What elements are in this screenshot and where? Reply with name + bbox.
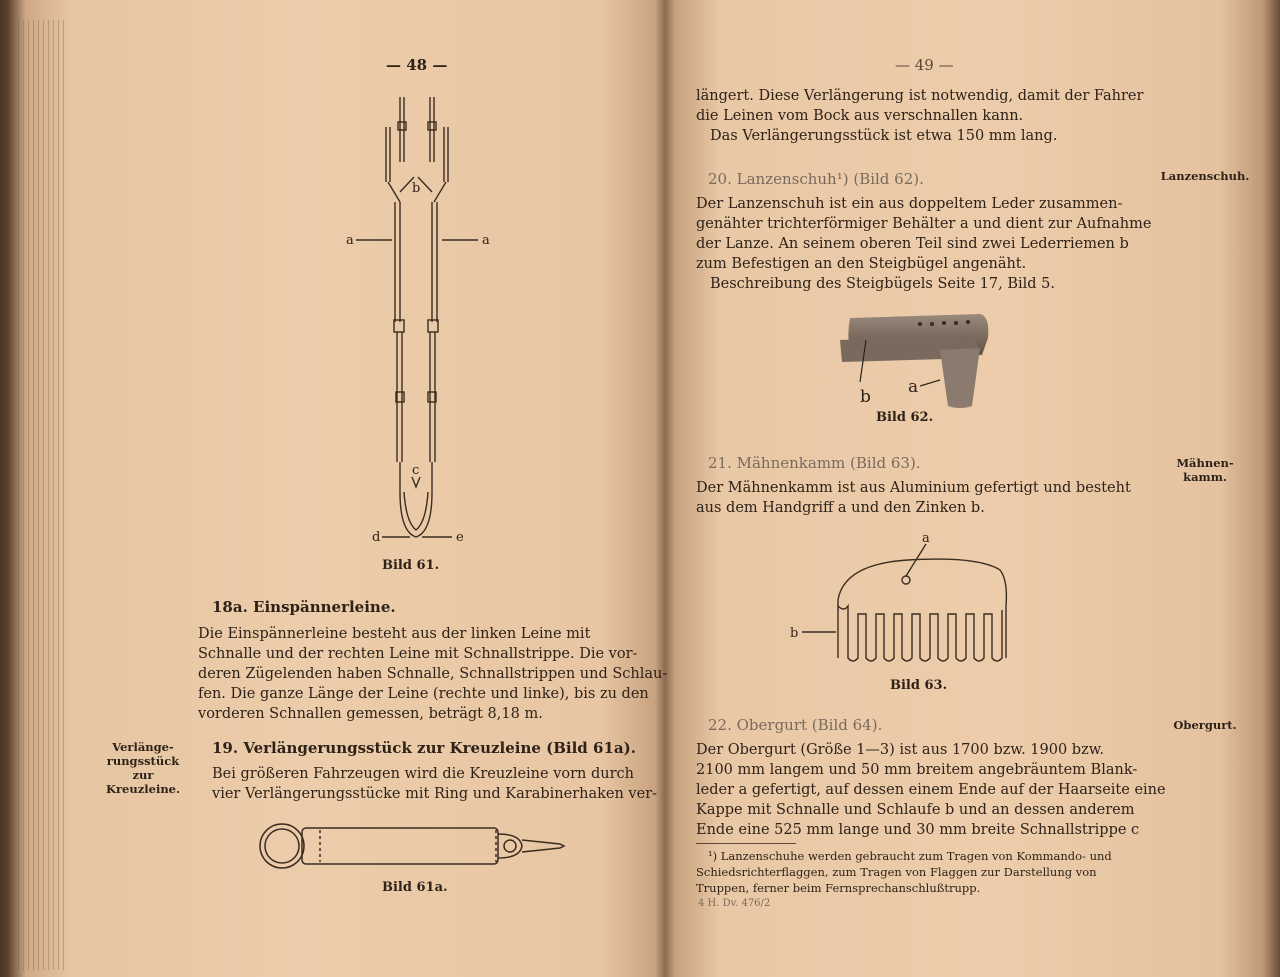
text-line: genähter trichterförmiger Behälter a und dient zur Aufnahme: [696, 216, 1152, 232]
text-line: Der Obergurt (Größe 1—3) ist aus 1700 bzw. 1900 bzw.: [696, 742, 1105, 758]
section-22-heading: 22. Obergurt (Bild 64).: [708, 716, 883, 734]
figure-61a-extension: [260, 816, 580, 876]
intro-text: [696, 86, 1144, 146]
text-line: Schnalle und der rechten Leine mit Schnallstrippe. Die vor-: [198, 646, 638, 662]
section-21-text: [696, 478, 1138, 518]
footnote-line: Truppen, ferner beim Fernsprechanschlußtrupp.: [696, 881, 981, 895]
margin-note-maehnenkamm: Mähnen- kamm.: [1176, 456, 1234, 484]
figure-61-caption: Bild 61.: [382, 558, 440, 573]
fig61-label-a-left: a: [346, 233, 354, 248]
text-line: deren Zügelenden haben Schnalle, Schnallstrippen und Schlau-: [198, 666, 668, 682]
page-number-48: — 48 —: [386, 56, 448, 74]
fig63-label-b: b: [790, 626, 799, 641]
section-20-text: [696, 194, 1152, 294]
text-line: fen. Die ganze Länge der Leine (rechte und linke), bis zu den: [198, 686, 649, 702]
page-number-49: — 49 —: [895, 56, 954, 74]
text-line: die Leinen vom Bock aus verschnallen kann.: [696, 108, 1024, 124]
text-line: Kappe mit Schnalle und Schlaufe b und an dessen anderem: [696, 802, 1135, 818]
fig62-label-a: a: [908, 377, 919, 397]
figure-63-caption: Bild 63.: [890, 678, 948, 693]
footnote-line: Schiedsrichterflaggen, zum Tragen von Flaggen zur Darstellung von: [696, 865, 1097, 879]
signature-mark: 4 H. Dv. 476/2: [698, 898, 771, 909]
left-page: [70, 0, 668, 977]
text-line: Das Verlängerungsstück ist etwa 150 mm lang.: [710, 128, 1058, 144]
text-line: Beschreibung des Steigbügels Seite 17, Bild 5.: [710, 276, 1055, 292]
fig61-label-c: c: [412, 463, 420, 478]
footnote: [696, 848, 1138, 896]
text-line: leder a gefertigt, auf dessen einem Ende auf der Haarseite eine: [696, 782, 1166, 798]
figure-61-reins: [346, 92, 490, 552]
text-line: Bei größeren Fahrzeugen wird die Kreuzleine vorn durch: [212, 766, 635, 782]
page-edges: [18, 20, 68, 970]
figure-62-caption: Bild 62.: [876, 410, 934, 425]
text-line: längert. Diese Verlängerung ist notwendig, damit der Fahrer: [696, 88, 1144, 104]
text-line: aus dem Handgriff a und den Zinken b.: [696, 500, 985, 516]
fig61-label-a-right: a: [482, 233, 490, 248]
section-18a-text: [198, 624, 668, 724]
fig61-label-e: e: [456, 530, 464, 545]
text-line: vier Verlängerungsstücke mit Ring und Karabinerhaken ver-: [212, 786, 658, 802]
margin-note-lanzenschuh: Lanzenschuh.: [1160, 169, 1250, 183]
section-18a-heading: 18a. Einspännerleine.: [212, 598, 396, 616]
footnote-divider: [696, 843, 796, 844]
text-line: 2100 mm langem und 50 mm breitem angebräuntem Blank-: [696, 762, 1138, 778]
figure-61a-caption: Bild 61a.: [382, 880, 448, 895]
fig62-label-b: b: [860, 387, 871, 407]
text-line: zum Befestigen an den Steigbügel angenäht.: [696, 256, 1027, 272]
text-line: Die Einspännerleine besteht aus der linken Leine mit: [198, 626, 591, 642]
text-line: Ende eine 525 mm lange und 30 mm breite Schnallstrippe c: [696, 822, 1140, 838]
margin-note-verlaengerung: Verlänge- rungsstück zur Kreuzleine.: [106, 740, 180, 796]
fig61-label-b: b: [412, 181, 421, 196]
section-19-heading: 19. Verlängerungsstück zur Kreuzleine (Bild 61a).: [212, 739, 636, 757]
section-21-heading: 21. Mähnenkamm (Bild 63).: [708, 454, 921, 472]
text-line: der Lanze. An seinem oberen Teil sind zwei Lederriemen b: [696, 236, 1129, 252]
fig63-label-a: a: [922, 531, 930, 546]
figure-63-maehnenkamm: [790, 530, 1028, 670]
margin-note-obergurt: Obergurt.: [1173, 718, 1237, 732]
text-line: vorderen Schnallen gemessen, beträgt 8,18 m.: [198, 706, 543, 722]
section-19-text: [212, 764, 658, 804]
text-line: Der Mähnenkamm ist aus Aluminium gefertigt und besteht: [696, 480, 1131, 496]
figure-62-lanzenschuh: [830, 310, 1010, 410]
footnote-line: ¹) Lanzenschuhe werden gebraucht zum Tragen von Kommando- und: [708, 849, 1112, 863]
section-20-heading: 20. Lanzenschuh¹) (Bild 62).: [708, 170, 924, 188]
text-line: Der Lanzenschuh ist ein aus doppeltem Leder zusammen-: [696, 196, 1123, 212]
right-page: [680, 0, 1280, 977]
section-22-text: [696, 740, 1166, 840]
fig61-label-d: d: [372, 530, 381, 545]
